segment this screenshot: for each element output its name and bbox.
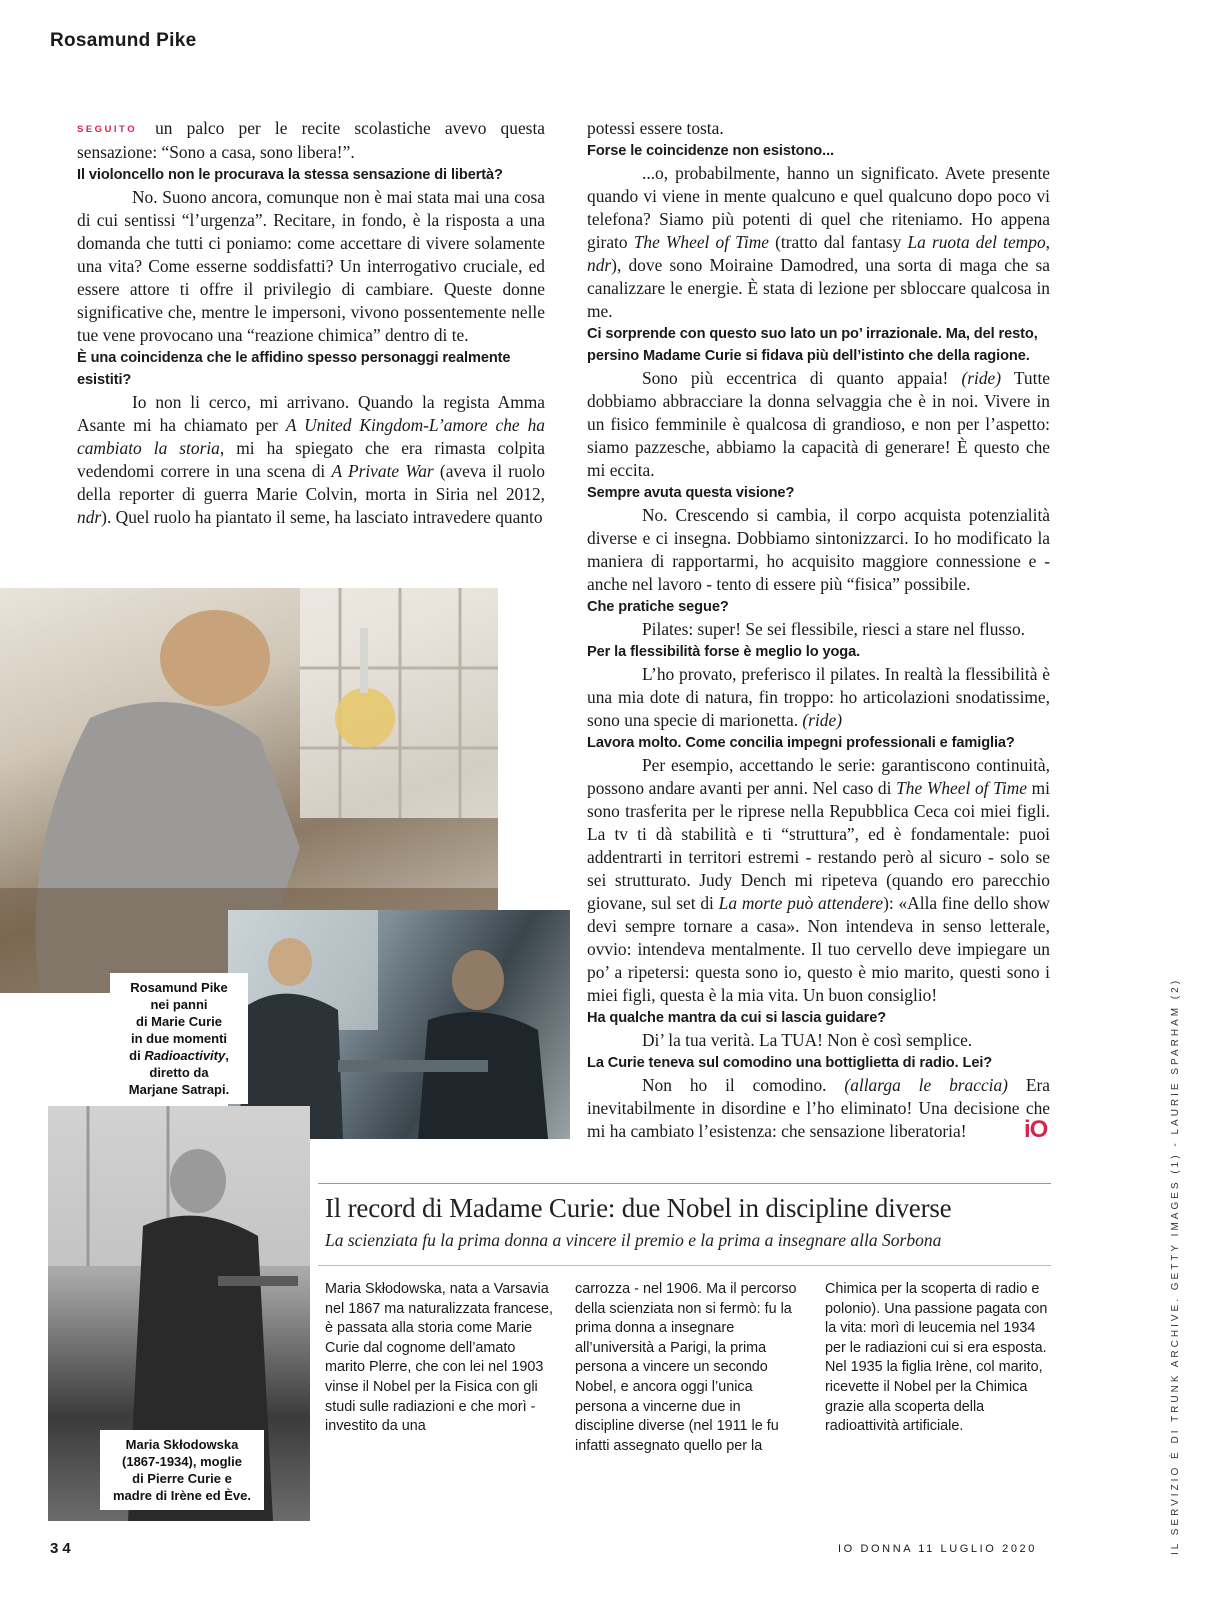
photo-credit-vertical: IL SERVIZIO È DI TRUNK ARCHIVE. GETTY IMAGES (1) - LAURIE SPARHAM (2) bbox=[1170, 977, 1181, 1555]
box-top-rule bbox=[318, 1183, 1051, 1184]
question: Ha qualche mantra da cui si lascia guidare? bbox=[587, 1010, 887, 1026]
answer: Per esempio, accettando le serie: garantiscono continuità, possono andare avanti per anni. Nel caso di The Wheel of Time mi sono trasferita per le riprese nella Repubblica Ceca coi miei figli. La tv ti dà stabilità e ti “struttura”, ed è fondamentale: puoi addentrarti in territori estremi - restando però al sicuro - solo se sei strutturato. Judy Dench mi ripeteva (quando ero parecchio giovane, sul set di La morte può attendere): «Alla fine dello show devi sempre tornare a casa». Non intendeva in senso letterale, ovvio: intendeva mentalmente. Il tuo cervello deve impiegare un po’ a ripetersi: questa sono io, questo è mio marito, questi sono i miei figli, questa è la mia vita. Un buon consiglio! bbox=[587, 755, 1050, 1005]
question: Ci sorprende con questo suo lato un po’ irrazionale. Ma, del resto, persino Madame Curie si fidava più dell’istinto che della ragione. bbox=[587, 326, 1038, 364]
question: Lavora molto. Come concilia impegni professionali e famiglia? bbox=[587, 735, 1015, 751]
right-text-column bbox=[587, 117, 1050, 1143]
answer: No. Crescendo si cambia, il corpo acquista potenzialità diverse e ci insegna. Dobbiamo sintonizzarci. Io ho modificato la maniera di rapportarmi, ho acquisito maggiore connessione e - anche nel lavoro - tento di essere più “fisica” possibile. bbox=[587, 505, 1050, 594]
question: Forse le coincidenze non esistono... bbox=[587, 143, 834, 159]
film-title: Radioactivity bbox=[144, 1048, 226, 1063]
paragraph: SEGUITO un palco per le recite scolastiche avevo questa sensazione: “Sono a casa, sono libera!”. bbox=[77, 118, 545, 162]
series-title: The Wheel of Time bbox=[633, 232, 769, 252]
photo-curie-lab-couple bbox=[228, 910, 570, 1139]
box-column-1: Maria Skłodowska, nata a Varsavia nel 1867 ma naturalizzata francese, è passata alla storia come Marie Curie dal cognome dell’amato marito Plerre, che con lei nel 1903 vinse il Nobel per la Fisica con gli studi sulle radiazioni e che morì - investito da una bbox=[325, 1281, 553, 1435]
book-title: La ruota del tempo bbox=[907, 232, 1046, 252]
answer: Sono più eccentrica di quanto appaia! (ride) Tutte dobbiamo abbracciare la donna selvaggia che è in noi. Vivere in un fisico femminile è qualcosa di grandioso, e non per l’aspetto: siamo pazzesche, abbiamo la capacità di generare! È questo che mi eccita. bbox=[587, 368, 1050, 480]
film-title: A Private War bbox=[331, 461, 434, 481]
photo-caption-sklodowska: Maria Skłodowska (1867-1934), moglie di Pierre Curie e madre di Irène ed Ève. bbox=[100, 1430, 264, 1510]
answer: Non ho il comodino. (allarga le braccia) Era inevitabilmente in disordine e l’ho eliminato! Una decisione che mi ha cambiato l’esistenza: che sensazione liberatoria! bbox=[587, 1075, 1050, 1141]
left-text-column bbox=[77, 117, 545, 529]
seguito-label: SEGUITO bbox=[77, 124, 138, 135]
question: È una coincidenza che le affidino spesso personaggi realmente esistiti? bbox=[77, 350, 511, 388]
photo-caption-radioactivity: Rosamund Pike nei panni di Marie Curie in due momenti di Radioactivity, diretto da Marjane Satrapi. bbox=[110, 973, 248, 1104]
section-header-name: Rosamund Pike bbox=[50, 30, 197, 51]
box-subtitle: La scienziata fu la prima donna a vincere il premio e la prima a insegnare alla Sorbona bbox=[325, 1230, 942, 1250]
film-title: A United Kingdom-L’amore che ha cambiato la storia bbox=[77, 415, 545, 458]
magazine-issue: IO DONNA 11 LUGLIO 2020 bbox=[838, 1543, 1037, 1555]
answer: L’ho provato, preferisco il pilates. In realtà la flessibilità è una mia dote di natura, fin troppo: ho articolazioni snodatissime, sono una specie di marionetta. (ride) bbox=[587, 664, 1050, 730]
question: Che pratiche segue? bbox=[587, 599, 729, 615]
question: Sempre avuta questa visione? bbox=[587, 485, 795, 501]
answer: No. Suono ancora, comunque non è mai stata mai una cosa di cui sentissi “l’urgenza”. Recitare, in fondo, è la risposta a una domanda che tutti ci poniamo: come accettare di vivere solamente una vita? Come esserne soddisfatti? Un interrogativo cruciale, ed essere attore ti offre il privilegio di cambiare. Queste donne significative che, mentre le impersoni, vivono possentemente nelle tue vene provocano una “reazione chimica” dentro di te. bbox=[77, 187, 545, 345]
answer: Di’ la tua verità. La TUA! Non è così semplice. bbox=[642, 1030, 973, 1050]
box-column-3: Chimica per la scoperta di radio e polonio). Una passione pagata con la vita: morì di leucemia nel 1934 per le radiazioni cui si era esposta. Nel 1935 la figlia Irène, col marito, ricevette il Nobel per la Chimica grazie alla scoperta della radioattività artificiale. bbox=[825, 1281, 1048, 1435]
paragraph: potessi essere tosta. bbox=[587, 118, 724, 138]
answer: Io non li cerco, mi arrivano. Quando la regista Amma Asante mi ha chiamato per A United Kingdom-L’amore che ha cambiato la storia, mi ha spiegato che era rimasta colpita vedendomi correre in una scena di A Private War (aveva il ruolo della reporter di guerra Marie Colvin, morta in Siria nel 2012, ndr). Quel ruolo ha piantato il seme, ha lasciato intravedere quanto bbox=[77, 392, 545, 527]
series-title: The Wheel of Time bbox=[896, 778, 1027, 798]
io-end-logo: iO bbox=[1024, 1116, 1048, 1143]
question: Il violoncello non le procurava la stessa sensazione di libertà? bbox=[77, 167, 503, 183]
film-title: La morte può attendere bbox=[718, 893, 884, 913]
couple-scene-illustration bbox=[228, 910, 570, 1139]
answer: ...o, probabilmente, hanno un significato. Avete presente quando vi viene in mente qualcuno e quel qualcuno dopo poco vi telefona? Siamo più potenti di quel che riteniamo. Ho appena girato The Wheel of Time (tratto dal fantasy La ruota del tempo, ndr), dove sono Moiraine Damodred, una sorta di maga che sa canalizzare le energie. È stata di lezione per sbloccare qualcosa in me. bbox=[587, 163, 1050, 321]
box-column-2: carrozza - nel 1906. Ma il percorso della scienziata non si fermò: fu la prima donna a insegnare all’università a Parigi, la prima persona a vincere un secondo Nobel, e ancora oggi l’unica persona a vincerne due in discipline diverse (nel 1911 le fu infatti assegnato quello per la bbox=[575, 1281, 797, 1454]
answer: Pilates: super! Se sei flessibile, riesci a stare nel flusso. bbox=[642, 619, 1025, 639]
box-divider bbox=[318, 1265, 1051, 1266]
question: Per la flessibilità forse è meglio lo yoga. bbox=[587, 644, 861, 660]
box-title: Il record di Madame Curie: due Nobel in discipline diverse bbox=[325, 1193, 952, 1223]
page-number: 34 bbox=[50, 1540, 75, 1557]
question: La Curie teneva sul comodino una bottiglietta di radio. Lei? bbox=[587, 1055, 993, 1071]
